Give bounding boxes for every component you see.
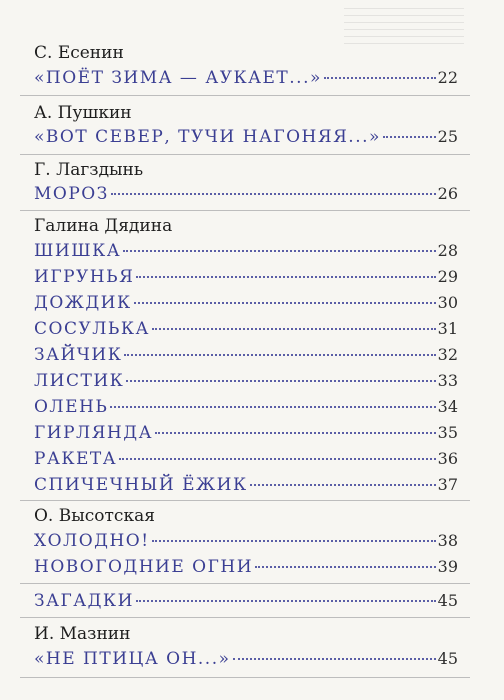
entry-title: МОРОЗ — [34, 184, 109, 204]
dot-leader — [255, 566, 436, 568]
entry-page: 30 — [437, 293, 458, 312]
toc-entry — [34, 127, 458, 147]
section-divider — [20, 617, 470, 618]
toc-entry — [34, 184, 458, 204]
bleed-through-text — [344, 8, 464, 46]
dot-leader — [324, 77, 436, 79]
toc-entry — [34, 267, 458, 287]
dot-leader — [124, 354, 435, 356]
entry-title: ШИШКА — [34, 241, 122, 261]
toc-entry — [34, 319, 458, 339]
dot-leader — [250, 484, 436, 486]
entry-page: 45 — [437, 649, 458, 668]
entry-title: ЗАГАДКИ — [34, 591, 134, 611]
dot-leader — [126, 380, 435, 382]
entry-title: СОСУЛЬКА — [34, 319, 150, 339]
toc-entry — [34, 531, 458, 551]
entry-title: «ВОТ СЕВЕР, ТУЧИ НАГОНЯЯ...» — [34, 127, 381, 147]
entry-title: ОЛЕНЬ — [34, 397, 109, 417]
entry-title: СПИЧЕЧНЫЙ ЁЖИК — [34, 475, 248, 495]
author-heading: А. Пушкин — [34, 103, 132, 123]
dot-leader — [123, 250, 435, 252]
entry-title: РАКЕТА — [34, 449, 118, 469]
dot-leader — [111, 193, 436, 195]
dot-leader — [155, 432, 436, 434]
section-divider — [20, 500, 470, 501]
section-divider — [20, 677, 470, 678]
entry-page: 35 — [437, 423, 458, 442]
toc-entry — [34, 649, 458, 669]
entry-title: ГИРЛЯНДА — [34, 423, 153, 443]
section-divider — [20, 583, 470, 584]
toc-entry — [34, 241, 458, 261]
dot-leader — [233, 658, 436, 660]
dot-leader — [110, 406, 435, 408]
toc-entry — [34, 397, 458, 417]
entry-page: 26 — [437, 184, 458, 203]
section-divider — [20, 95, 470, 96]
entry-title: ИГРУНЬЯ — [34, 267, 135, 287]
toc-entry — [34, 557, 458, 577]
author-heading: И. Мазнин — [34, 624, 131, 644]
entry-title: ЗАЙЧИК — [34, 345, 123, 365]
entry-page: 28 — [437, 241, 458, 260]
toc-entry — [34, 475, 458, 495]
entry-page: 22 — [437, 68, 458, 87]
entry-page: 38 — [437, 531, 458, 550]
entry-title: «ПОЁТ ЗИМА — АУКАЕТ...» — [34, 68, 322, 88]
entry-title: ЛИСТИК — [34, 371, 125, 391]
entry-page: 36 — [437, 449, 458, 468]
author-heading: Г. Лагздынь — [34, 160, 144, 180]
entry-page: 34 — [437, 397, 458, 416]
toc-entry — [34, 423, 458, 443]
dot-leader — [152, 540, 436, 542]
entry-title: НОВОГОДНИЕ ОГНИ — [34, 557, 254, 577]
dot-leader — [136, 276, 435, 278]
entry-page: 25 — [437, 127, 458, 146]
toc-entry — [34, 345, 458, 365]
entry-title: ДОЖДИК — [34, 293, 132, 313]
toc-entry — [34, 293, 458, 313]
toc-entry — [34, 371, 458, 391]
dot-leader — [383, 136, 436, 138]
entry-title: «НЕ ПТИЦА ОН...» — [34, 649, 231, 669]
dot-leader — [119, 458, 436, 460]
toc-entry — [34, 591, 458, 611]
entry-page: 33 — [437, 371, 458, 390]
author-heading: Галина Дядина — [34, 216, 173, 236]
author-heading: С. Есенин — [34, 43, 124, 63]
toc-entry — [34, 449, 458, 469]
section-divider — [20, 210, 470, 211]
entry-page: 37 — [437, 475, 458, 494]
dot-leader — [136, 600, 436, 602]
entry-page: 31 — [437, 319, 458, 338]
toc-entry — [34, 68, 458, 88]
entry-page: 32 — [437, 345, 458, 364]
entry-page: 45 — [437, 591, 458, 610]
entry-title: ХОЛОДНО! — [34, 531, 150, 551]
entry-page: 29 — [437, 267, 458, 286]
dot-leader — [152, 328, 436, 330]
entry-page: 39 — [437, 557, 458, 576]
section-divider — [20, 154, 470, 155]
dot-leader — [134, 302, 436, 304]
author-heading: О. Высотская — [34, 506, 155, 526]
